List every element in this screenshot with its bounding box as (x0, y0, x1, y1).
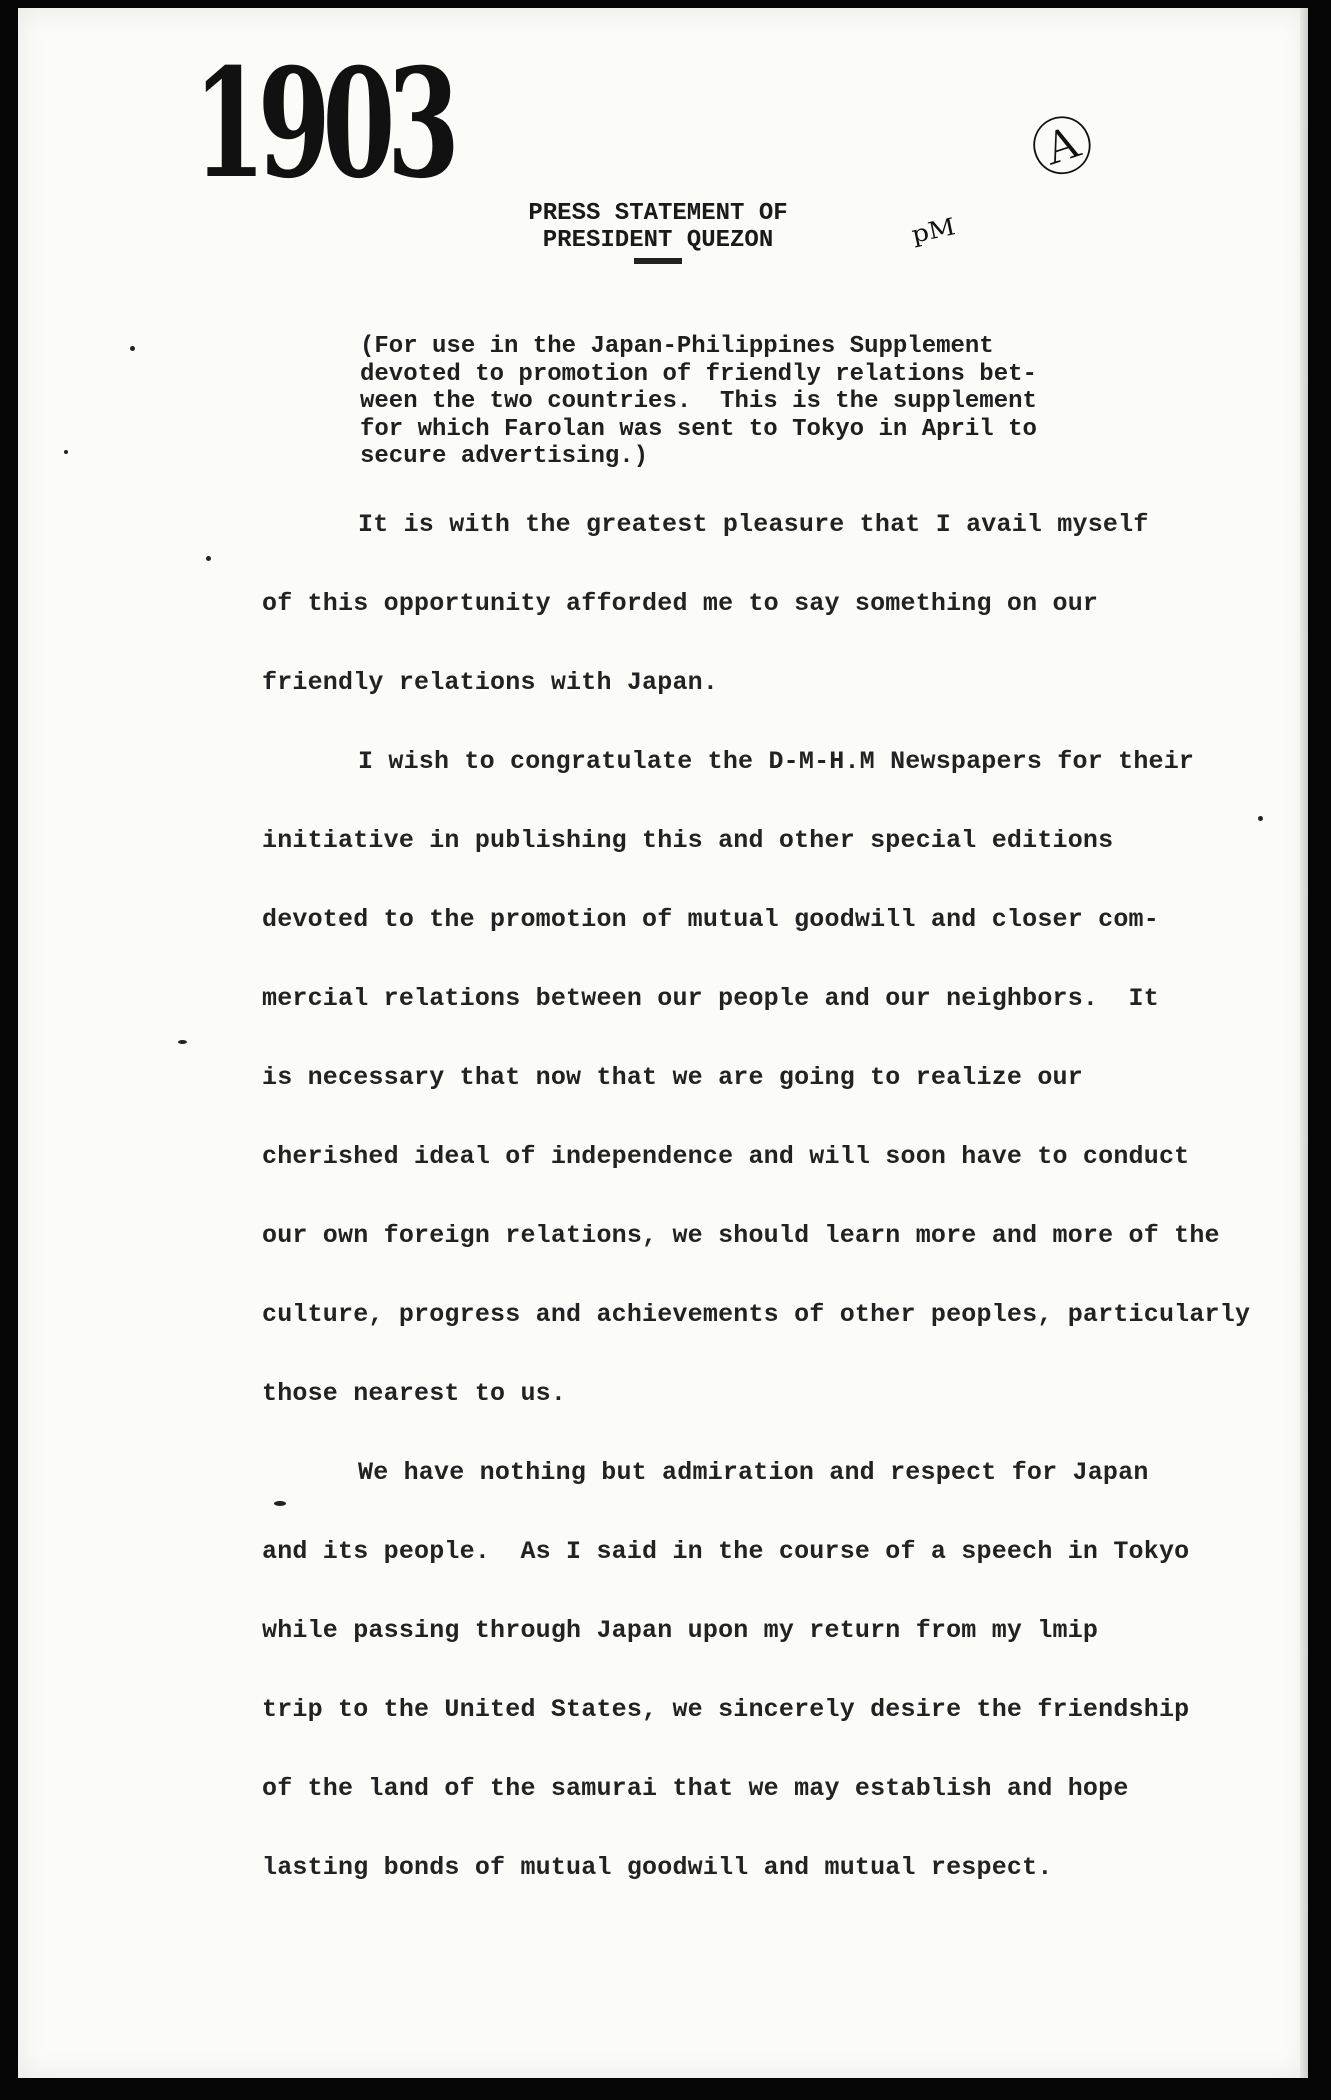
handwritten-initials: ᵖᴹ (908, 208, 962, 267)
body-line: We have nothing but admiration and respect for Japan (358, 1458, 1149, 1487)
handwritten-circled-mark: Ⓐ (1021, 102, 1104, 192)
header-underline (634, 258, 682, 264)
note-line: ween the two countries. This is the supplement (360, 388, 1037, 415)
body-line: of this opportunity afforded me to say something on our (262, 589, 1099, 618)
paper-speck (274, 1501, 286, 1506)
body-line: is necessary that now that we are going to realize our (262, 1063, 1083, 1092)
body-line: lasting bonds of mutual goodwill and mutual respect. (262, 1853, 1053, 1882)
body-line: I wish to congratulate the D-M-H.M Newspapers for their (358, 747, 1195, 776)
note-line: secure advertising.) (360, 443, 649, 470)
body-line: of the land of the samurai that we may establish and hope (262, 1774, 1129, 1803)
body-line: culture, progress and achievements of other peoples, particularly (262, 1300, 1251, 1329)
document-page (18, 8, 1308, 2078)
body-line: and its people. As I said in the course of a speech in Tokyo (262, 1537, 1190, 1566)
paper-edge (1300, 8, 1308, 2078)
handwritten-document-number: 1903 (193, 36, 452, 212)
note-line: for which Farolan was sent to Tokyo in April to (360, 415, 1037, 443)
body-line: devoted to the promotion of mutual goodwill and closer com- (262, 905, 1159, 934)
paper-speck (178, 1040, 187, 1044)
body-line: cherished ideal of independence and will soon have to conduct (262, 1142, 1190, 1171)
body-line: trip to the United States, we sincerely desire the friendship (262, 1695, 1190, 1724)
paper-speck (1258, 816, 1263, 821)
body-line: friendly relations with Japan. (262, 668, 719, 697)
note-line: devoted to promotion of friendly relations bet- (360, 360, 1037, 388)
body-line: It is with the greatest pleasure that I avail myself (358, 510, 1149, 539)
body-line: those nearest to us. (262, 1379, 567, 1408)
supplement-note (360, 333, 1120, 471)
header-title-line: PRESS STATEMENT OF (528, 200, 788, 227)
paper-speck (206, 556, 211, 561)
body-line: our own foreign relations, we should learn more and more of the (262, 1221, 1220, 1250)
press-statement-header (478, 200, 838, 264)
header-subtitle-line: PRESIDENT QUEZON (542, 227, 774, 254)
body-line: mercial relations between our people and our neighbors. It (262, 984, 1159, 1013)
note-line: (For use in the Japan-Philippines Supplement (360, 333, 994, 360)
body-line: initiative in publishing this and other special editions (262, 826, 1114, 855)
body-line: while passing through Japan upon my return from my lmip (262, 1616, 1099, 1645)
paper-speck (64, 450, 68, 454)
paper-speck (130, 346, 135, 351)
